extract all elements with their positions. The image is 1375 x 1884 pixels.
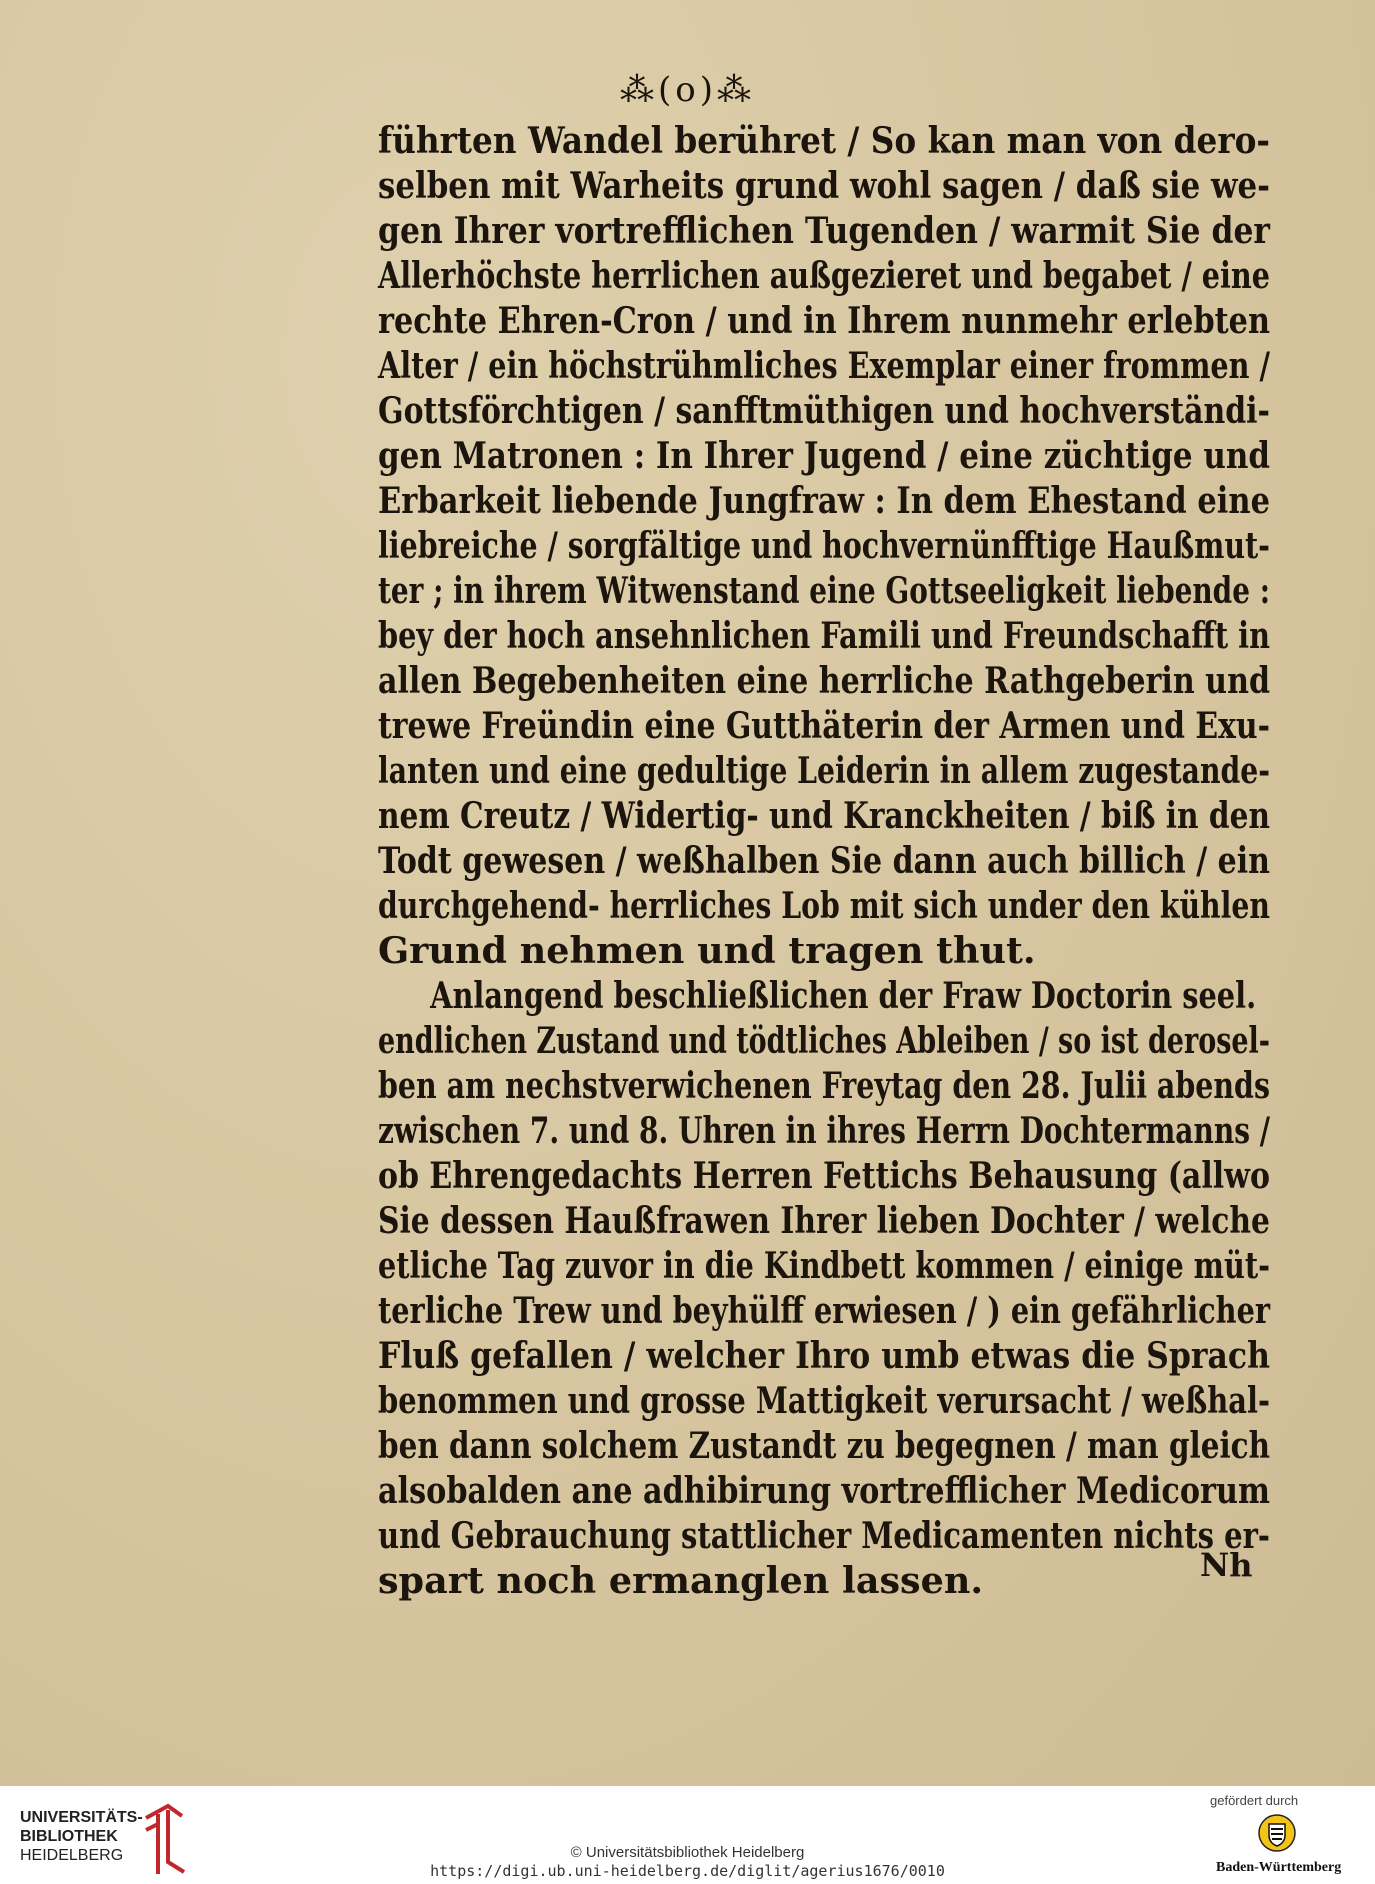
text-line: Grund nehmen und tragen thut. [378, 929, 1036, 972]
text-line: gen Matronen : In Ihrer Jugend / eine züchtige und [378, 434, 1270, 477]
text-line: gen Ihrer vortrefflichen Tugenden / warmit Sie der [378, 209, 1270, 252]
text-line: lanten und eine gedultige Leiderin in allem zugestande- [378, 749, 1270, 792]
text-line: Anlangend beschließlichen der Fraw Doctorin seel. [430, 974, 1257, 1017]
library-name-line: UNIVERSITÄTS- [20, 1809, 143, 1826]
text-line: Gottsförchtigen / sanfftmüthigen und hochverständi- [378, 389, 1270, 432]
text-line: Erbarkeit liebende Jungfraw : In dem Ehestand eine [378, 479, 1270, 522]
sponsor-name: Baden-Württemberg [1216, 1860, 1342, 1875]
text-line: bey der hoch ansehnlichen Famili und Freundschafft in [378, 614, 1270, 657]
text-line: endlichen Zustand und tödtliches Ableiben / so ist derosel- [378, 1019, 1270, 1062]
baden-wuerttemberg-crest-icon [1257, 1813, 1297, 1853]
text-line: Fluß gefallen / welcher Ihro umb etwas die Sprach [378, 1334, 1270, 1377]
text-line: ob Ehrengedachts Herren Fettichs Behausung (allwo [378, 1154, 1270, 1197]
text-line: trewe Freündin eine Gutthäterin der Armen und Exu- [378, 704, 1270, 747]
text-line: ben dann solchem Zustandt zu begegnen / man gleich [378, 1424, 1270, 1467]
text-line: liebreiche / sorgfältige und hochvernünfftige Haußmut- [378, 524, 1270, 567]
library-name-line: HEIDELBERG [20, 1847, 124, 1864]
text-line: führten Wandel berühret / So kan man von dero- [378, 119, 1270, 162]
text-line: etliche Tag zuvor in die Kindbett kommen / einige müt- [378, 1244, 1270, 1287]
text-line: selben mit Warheits grund wohl sagen / daß sie we- [378, 164, 1270, 207]
text-line: spart noch ermanglen lassen. [378, 1559, 984, 1602]
body-text [378, 118, 1270, 1603]
text-line: benommen und grosse Mattigkeit verursacht / weßhal- [378, 1379, 1270, 1422]
text-line: rechte Ehren-Cron / und in Ihrem nunmehr erlebten [378, 299, 1270, 342]
text-line: nem Creutz / Widertig- und Kranckheiten / biß in den [378, 794, 1270, 837]
text-line: ben am nechstverwichenen Freytag den 28. Julii abends [378, 1064, 1270, 1107]
text-line: terliche Trew und beyhülff erwiesen / ) ein gefährlicher [378, 1289, 1270, 1332]
text-line: zwischen 7. und 8. Uhren in ihres Herrn Dochtermanns / [378, 1109, 1270, 1152]
text-line: Todt gewesen / weßhalben Sie dann auch billich / ein [378, 839, 1270, 882]
permalink-url[interactable]: https://digi.ub.uni-heidelberg.de/diglit/agerius1676/0010 [430, 1862, 945, 1880]
text-line: Allerhöchste herrlichen außgezieret und begabet / eine [378, 254, 1270, 297]
library-name-line: BIBLIOTHEK [20, 1828, 118, 1845]
copyright-block [0, 1843, 1375, 1881]
text-line: und Gebrauchung stattlicher Medicamenten nichts er- [378, 1514, 1270, 1557]
text-line: durchgehend- herrliches Lob mit sich under den kühlen [378, 884, 1270, 927]
text-line: allen Begebenheiten eine herrliche Rathgeberin und [378, 659, 1270, 702]
copyright-text: © Universitätsbibliothek Heidelberg [570, 1844, 805, 1861]
text-line: Sie dessen Haußfrawen Ihrer lieben Dochter / welche [378, 1199, 1270, 1242]
catchword: Nh [1200, 1546, 1253, 1584]
text-line: ter ; in ihrem Witwenstand eine Gottseeligkeit liebende : [378, 569, 1270, 612]
sponsor-label: gefördert durch [1210, 1793, 1299, 1808]
text-line: Alter / ein höchstrühmliches Exemplar einer frommen / [378, 344, 1270, 387]
text-line: alsobalden ane adhibirung vortrefflicher Medicorum [378, 1469, 1270, 1512]
page-header: ⁂(o)⁂ [620, 70, 755, 110]
